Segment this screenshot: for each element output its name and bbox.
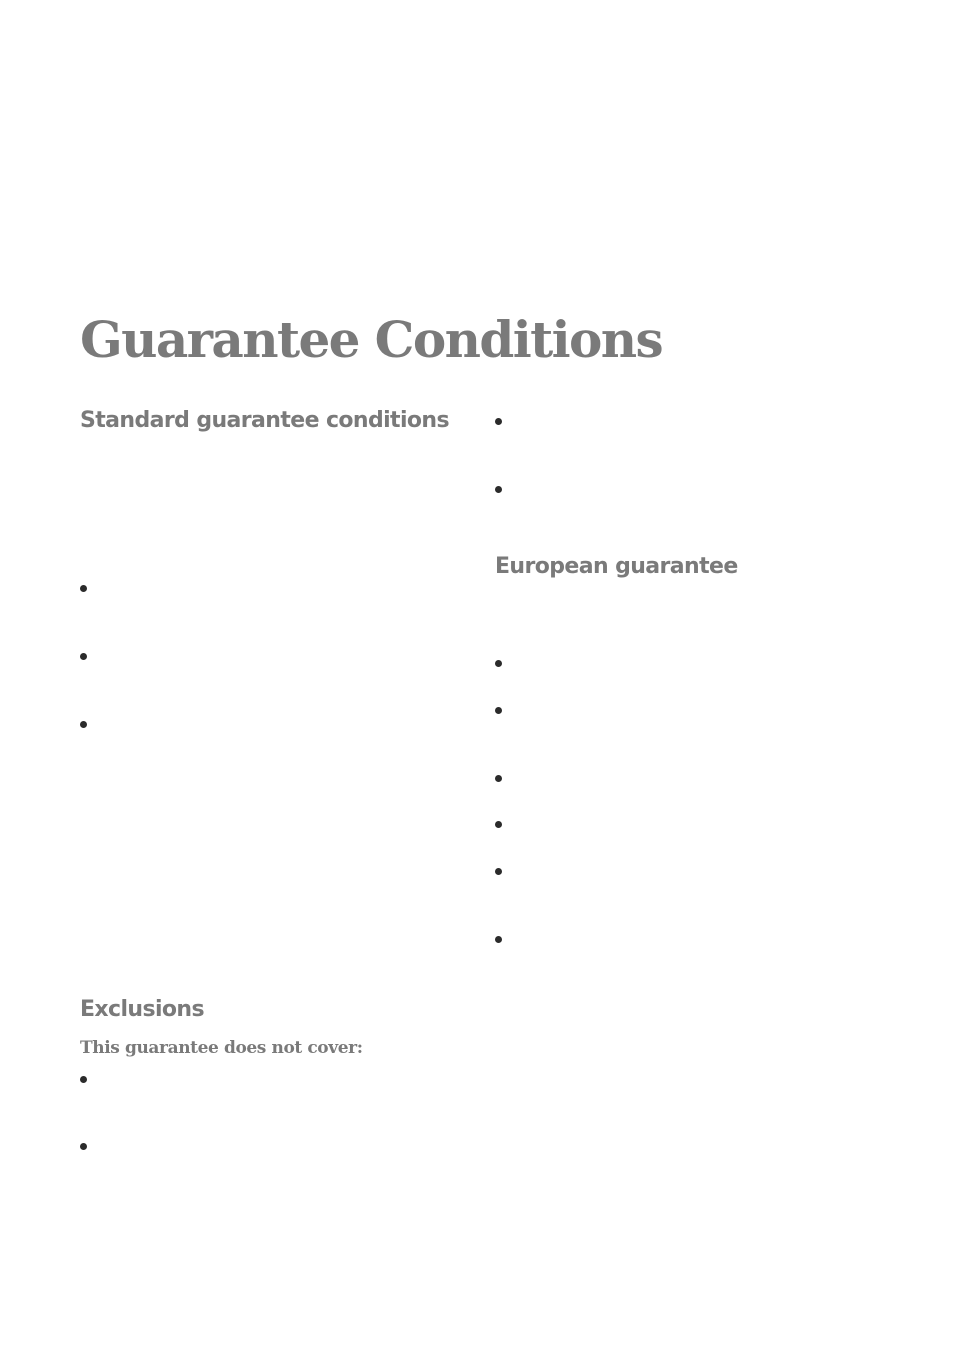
list-bullet [495,707,502,714]
standard-guarantee-heading: Standard guarantee conditions [80,408,449,433]
list-bullet [80,653,87,660]
list-bullet [80,721,87,728]
list-bullet [80,1076,87,1083]
european-guarantee-heading: European guarantee [495,554,738,579]
list-bullet [495,486,502,493]
exclusions-heading: Exclusions [80,997,204,1022]
list-bullet [495,821,502,828]
page-title: Guarantee Conditions [80,310,663,369]
list-bullet [495,868,502,875]
list-bullet [80,585,87,592]
list-bullet [80,1143,87,1150]
list-bullet [495,418,502,425]
list-bullet [495,775,502,782]
exclusions-intro: This guarantee does not cover: [80,1038,363,1058]
list-bullet [495,936,502,943]
list-bullet [495,660,502,667]
